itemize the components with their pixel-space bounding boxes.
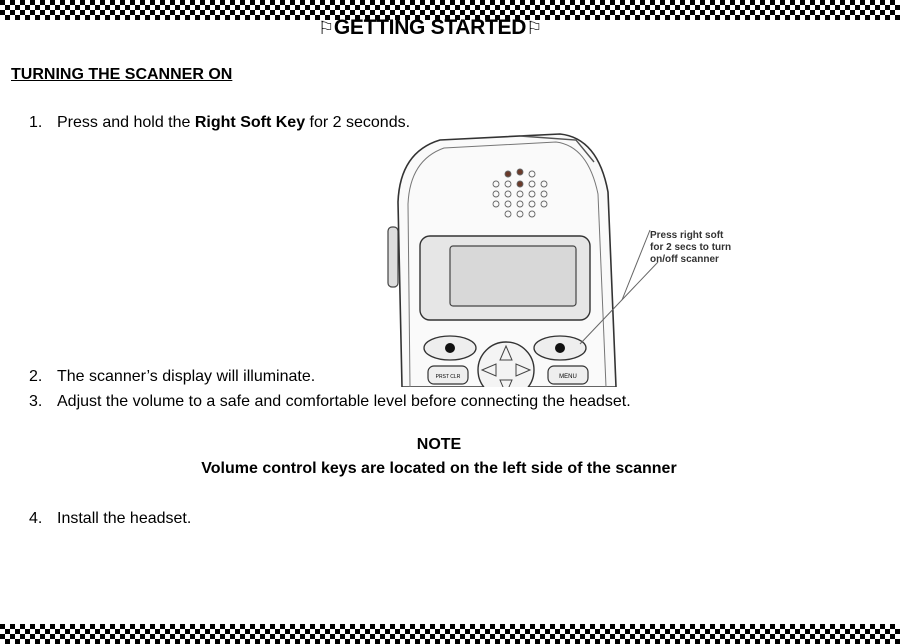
step-number: 4. — [29, 510, 43, 527]
menu-key-label: MENU — [559, 374, 577, 380]
flag-icon: ⚐ — [526, 18, 542, 38]
callout-line: on/off scanner — [650, 254, 719, 265]
note-body: Volume control keys are located on the left side of the scanner — [201, 460, 677, 477]
callout-line-top — [622, 230, 650, 300]
note-title: NOTE — [416, 436, 462, 453]
display-screen — [450, 246, 576, 306]
prst-clr-key-label: PRST CLR — [435, 374, 461, 380]
step-1 — [29, 114, 410, 132]
step-3 — [29, 393, 631, 411]
step-number: 3. — [29, 393, 43, 410]
step-text: Adjust the volume to a safe and comfortable level before connecting the headset. — [57, 393, 631, 410]
step-number: 1. — [29, 114, 43, 131]
flag-icon: ⚐ — [318, 18, 334, 38]
step-text: for 2 seconds. — [305, 114, 411, 131]
step-text: Press and hold the — [57, 114, 195, 131]
step-text: The scanner’s display will illuminate. — [57, 368, 316, 385]
bottom-checker-border — [0, 624, 900, 644]
callout-line: Press right soft — [650, 230, 724, 241]
step-number: 2. — [29, 368, 43, 385]
step-4 — [29, 510, 191, 528]
step-2 — [29, 368, 315, 386]
step-text: Install the headset. — [57, 510, 192, 527]
callout-text — [650, 230, 770, 266]
page-title-text: GETTING STARTED — [333, 16, 527, 39]
section-heading: TURNING THE SCANNER ON — [11, 66, 233, 83]
right-soft-key-label: Right Soft Key — [194, 114, 306, 131]
page-title — [0, 16, 860, 40]
callout-line: for 2 secs to turn — [650, 242, 732, 253]
volume-key — [388, 227, 398, 287]
